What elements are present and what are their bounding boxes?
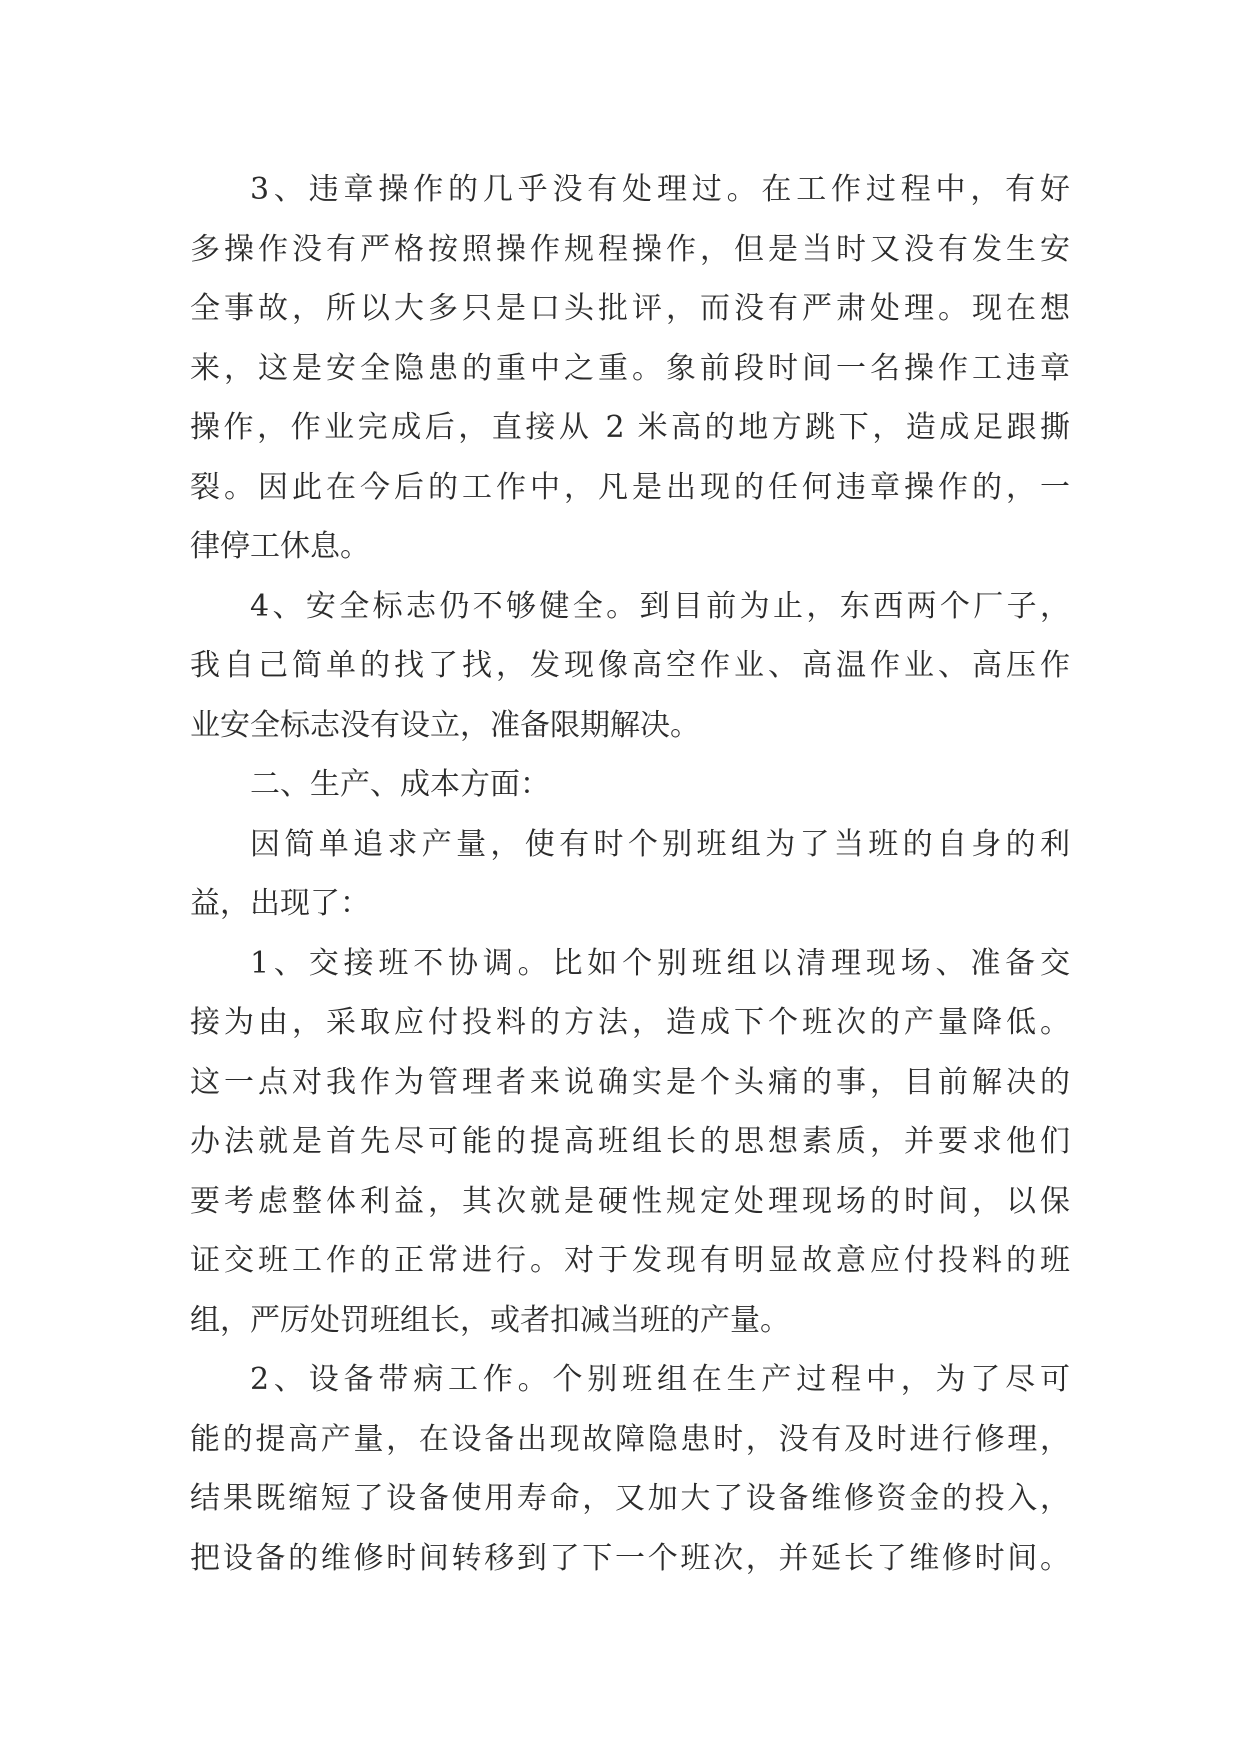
text-line: 接为由，采取应付投料的方法，造成下个班次的产量降低。 bbox=[190, 1005, 1070, 1040]
document-body bbox=[190, 160, 1070, 1588]
text-line: 把设备的维修时间转移到了下一个班次，并延长了维修时间。 bbox=[190, 1540, 1070, 1576]
text-line: 2、设备带病工作。个别班组在生产过程中，为了尽可 bbox=[250, 1362, 1070, 1397]
text-line: 3、违章操作的几乎没有处理过。在工作过程中，有好 bbox=[250, 172, 1070, 207]
text-line: 业安全标志没有设立，准备限期解决。 bbox=[190, 707, 700, 743]
text-line: 律停工休息。 bbox=[190, 529, 370, 564]
text-line: 要考虑整体利益，其次就是硬性规定处理现场的时间，以保 bbox=[190, 1183, 1070, 1219]
text-line: 这一点对我作为管理者来说确实是个头痛的事，目前解决的 bbox=[190, 1064, 1070, 1100]
text-line: 办法就是首先尽可能的提高班组长的思想素质，并要求他们 bbox=[190, 1124, 1070, 1159]
text-line: 4、安全标志仍不够健全。到目前为止，东西两个厂子， bbox=[250, 588, 1070, 624]
text-line: 能的提高产量，在设备出现故障隐患时，没有及时进行修理， bbox=[190, 1421, 1070, 1457]
text-line: 益，出现了： bbox=[190, 886, 370, 921]
text-line: 组，严厉处罚班组长，或者扣减当班的产量。 bbox=[190, 1302, 790, 1338]
text-line: 我自己简单的找了找，发现像高空作业、高温作业、高压作 bbox=[190, 648, 1070, 683]
text-line: 操作，作业完成后，直接从 2 米高的地方跳下，造成足跟撕 bbox=[190, 410, 1070, 445]
text-line: 1、交接班不协调。比如个别班组以清理现场、准备交 bbox=[250, 945, 1070, 981]
text-line: 因简单追求产量，使有时个别班组为了当班的自身的利 bbox=[250, 826, 1070, 862]
text-line: 裂。因此在今后的工作中，凡是出现的任何违章操作的，一 bbox=[190, 469, 1070, 505]
text-line: 来，这是安全隐患的重中之重。象前段时间一名操作工违章 bbox=[190, 350, 1070, 386]
text-line: 多操作没有严格按照操作规程操作，但是当时又没有发生安 bbox=[190, 231, 1070, 267]
section-heading: 二、生产、成本方面： bbox=[250, 767, 550, 802]
text-line: 全事故，所以大多只是口头批评，而没有严肃处理。现在想 bbox=[190, 291, 1070, 326]
text-line: 证交班工作的正常进行。对于发现有明显故意应付投料的班 bbox=[190, 1243, 1070, 1278]
text-line: 结果既缩短了设备使用寿命，又加大了设备维修资金的投入， bbox=[190, 1481, 1070, 1516]
